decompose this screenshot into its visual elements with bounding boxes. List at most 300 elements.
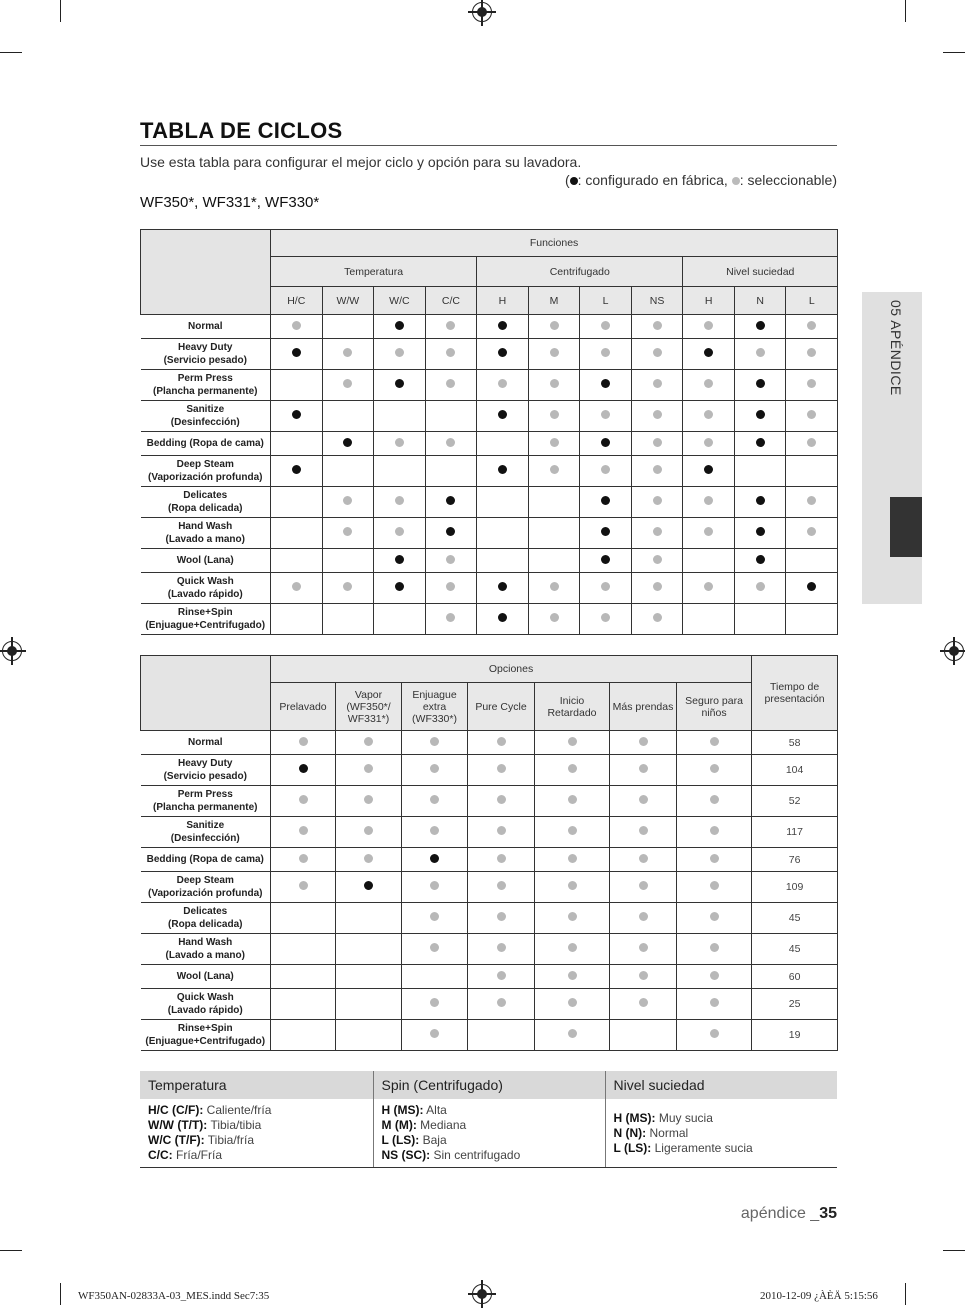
temperature-header: Temperatura xyxy=(271,257,477,287)
selectable-dot-icon xyxy=(568,737,577,746)
table-cell xyxy=(734,573,786,604)
selectable-dot-icon xyxy=(343,496,352,505)
selectable-dot-icon xyxy=(364,826,373,835)
column-header: Pure Cycle xyxy=(468,683,535,731)
table-cell xyxy=(734,604,786,635)
cycle-label xyxy=(141,518,271,549)
selectable-dot-icon xyxy=(639,881,648,890)
table-cell xyxy=(336,934,402,965)
selectable-dot-icon xyxy=(364,764,373,773)
table-cell xyxy=(322,401,374,432)
selectable-dot-icon xyxy=(732,177,740,185)
selectable-dot-icon xyxy=(601,613,610,622)
title-divider xyxy=(140,145,837,146)
table-cell xyxy=(734,549,786,573)
selectable-dot-icon xyxy=(299,854,308,863)
selectable-dot-icon xyxy=(568,1029,577,1038)
table-cell xyxy=(528,487,580,518)
table-cell xyxy=(631,573,683,604)
table-row xyxy=(141,1020,838,1051)
factory-dot-icon xyxy=(756,438,765,447)
selectable-dot-icon xyxy=(550,348,559,357)
selectable-dot-icon xyxy=(704,410,713,419)
options-table xyxy=(140,655,838,1051)
table-cell xyxy=(535,989,610,1020)
table-row xyxy=(141,401,838,432)
table-cell xyxy=(535,1020,610,1051)
crop-mark xyxy=(0,1250,22,1251)
table-cell xyxy=(402,1020,468,1051)
table-cell xyxy=(580,401,632,432)
column-header: Seguro para niños xyxy=(677,683,752,731)
selectable-dot-icon xyxy=(395,527,404,536)
spin-header: Centrifugado xyxy=(477,257,683,287)
table-row xyxy=(141,903,838,934)
table-cell xyxy=(271,817,336,848)
factory-dot-icon xyxy=(498,321,507,330)
table-cell xyxy=(271,1020,336,1051)
table-cell xyxy=(336,965,402,989)
selectable-dot-icon xyxy=(568,826,577,835)
selectable-dot-icon xyxy=(653,348,662,357)
cycle-name: Heavy Duty xyxy=(178,758,233,769)
table-cell xyxy=(271,573,323,604)
selectable-dot-icon xyxy=(497,826,506,835)
table-cell xyxy=(425,339,477,370)
selectable-dot-icon xyxy=(364,795,373,804)
table-cell xyxy=(322,604,374,635)
selectable-dot-icon xyxy=(292,582,301,591)
factory-dot-icon xyxy=(807,582,816,591)
factory-dot-icon xyxy=(756,379,765,388)
table-cell xyxy=(734,432,786,456)
cycle-time: 109 xyxy=(752,872,838,903)
cycle-time: 52 xyxy=(752,786,838,817)
selectable-dot-icon xyxy=(710,795,719,804)
selectable-dot-icon xyxy=(550,582,559,591)
selectable-dot-icon xyxy=(497,881,506,890)
cycle-label xyxy=(141,315,271,339)
legend-value: Tibia/tibia xyxy=(210,1118,262,1132)
table-cell xyxy=(336,903,402,934)
table-cell xyxy=(631,401,683,432)
table-cell xyxy=(677,872,752,903)
registration-mark-icon xyxy=(2,641,22,661)
selectable-dot-icon xyxy=(292,321,301,330)
table-cell xyxy=(425,432,477,456)
selectable-dot-icon xyxy=(807,496,816,505)
selectable-dot-icon xyxy=(497,795,506,804)
cycle-time: 104 xyxy=(752,755,838,786)
legend-value: Sin centrifugado xyxy=(433,1148,521,1162)
factory-dot-icon xyxy=(498,348,507,357)
legend-key: H (MS): xyxy=(381,1103,424,1117)
table-cell xyxy=(374,573,426,604)
legend-key: L (LS): xyxy=(381,1133,420,1147)
model-list: WF350*, WF331*, WF330* xyxy=(140,194,320,211)
table-cell xyxy=(271,518,323,549)
selectable-dot-icon xyxy=(550,465,559,474)
cycle-name-es: (Desinfección) xyxy=(170,833,240,844)
intro-text: Use esta tabla para configurar el mejor ciclo y opción para su lavadora. xyxy=(140,154,582,170)
time-header: Tiempo de presentación xyxy=(752,656,838,731)
table-row xyxy=(141,573,838,604)
legend-value: Muy sucia xyxy=(658,1110,713,1125)
selectable-dot-icon xyxy=(653,582,662,591)
selectable-dot-icon xyxy=(710,881,719,890)
legend-value: Ligeramente sucia xyxy=(654,1140,753,1155)
column-header: Más prendas xyxy=(610,683,677,731)
legend-key: C/C: xyxy=(148,1148,173,1162)
registration-mark-icon xyxy=(472,1284,492,1304)
dot-legend xyxy=(565,172,837,188)
table-cell xyxy=(271,370,323,401)
crop-mark xyxy=(943,52,965,53)
selectable-dot-icon xyxy=(299,795,308,804)
table-cell xyxy=(683,315,735,339)
selectable-dot-icon xyxy=(343,527,352,536)
cycle-time: 58 xyxy=(752,731,838,755)
table-cell xyxy=(528,573,580,604)
cycle-name: Deep Steam xyxy=(176,875,234,886)
selectable-dot-icon xyxy=(550,410,559,419)
selectable-dot-icon xyxy=(446,555,455,564)
table-cell xyxy=(631,339,683,370)
factory-dot-icon xyxy=(343,438,352,447)
selectable-dot-icon xyxy=(430,912,439,921)
legend-value: Mediana xyxy=(420,1118,467,1132)
table-cell xyxy=(683,573,735,604)
page-number-value: 35 xyxy=(819,1205,837,1222)
table-cell xyxy=(477,487,529,518)
table-cell xyxy=(271,432,323,456)
selectable-dot-icon xyxy=(710,764,719,773)
cycle-name: Quick Wash xyxy=(176,992,234,1003)
selectable-dot-icon xyxy=(639,943,648,952)
legend-value: Fría/Fría xyxy=(176,1148,223,1162)
selectable-dot-icon xyxy=(430,998,439,1007)
table-cell xyxy=(322,432,374,456)
selectable-dot-icon xyxy=(568,764,577,773)
factory-dot-icon xyxy=(498,582,507,591)
cycle-name: Rinse+Spin xyxy=(177,607,233,618)
selectable-dot-icon xyxy=(497,854,506,863)
table-cell xyxy=(336,817,402,848)
factory-dot-icon xyxy=(395,582,404,591)
registration-mark-icon xyxy=(472,2,492,22)
table-cell xyxy=(631,432,683,456)
table-cell xyxy=(468,903,535,934)
table-cell xyxy=(535,903,610,934)
legend-item xyxy=(148,1118,365,1133)
column-header: Prelavado xyxy=(271,683,336,731)
table-cell xyxy=(734,339,786,370)
crop-mark xyxy=(943,1250,965,1251)
table-cell xyxy=(477,604,529,635)
table-cell xyxy=(271,315,323,339)
table-cell xyxy=(683,401,735,432)
cycle-time: 45 xyxy=(752,903,838,934)
cycle-label xyxy=(141,1020,271,1051)
table-cell xyxy=(677,989,752,1020)
table-cell xyxy=(528,432,580,456)
side-tab-label: 05 APÉNDICE xyxy=(888,300,904,396)
table-cell xyxy=(322,370,374,401)
legend-item xyxy=(614,1141,830,1156)
selectable-dot-icon xyxy=(807,438,816,447)
table-cell xyxy=(477,432,529,456)
selectable-dot-icon xyxy=(639,795,648,804)
table-cell xyxy=(322,315,374,339)
legend-value: Alta xyxy=(426,1103,447,1117)
legend-key: W/W (T/T): xyxy=(148,1118,208,1132)
selectable-dot-icon xyxy=(446,613,455,622)
table-cell xyxy=(786,487,838,518)
column-header: Enjuague extra (WF330*) xyxy=(402,683,468,731)
table-cell xyxy=(374,315,426,339)
table-row xyxy=(141,487,838,518)
table-row xyxy=(141,872,838,903)
cycle-name: Delicates xyxy=(183,490,228,501)
table-row xyxy=(141,315,838,339)
selectable-dot-icon xyxy=(601,582,610,591)
cycle-label xyxy=(141,456,271,487)
table-cell xyxy=(610,848,677,872)
cycle-name-es: (Lavado a mano) xyxy=(165,534,245,545)
factory-dot-icon xyxy=(601,555,610,564)
selectable-dot-icon xyxy=(299,737,308,746)
selectable-dot-icon xyxy=(497,764,506,773)
legend-value: Baja xyxy=(422,1133,447,1147)
table-cell xyxy=(425,518,477,549)
table-cell xyxy=(610,934,677,965)
selectable-dot-icon xyxy=(446,379,455,388)
selectable-dot-icon xyxy=(550,438,559,447)
table-cell xyxy=(374,518,426,549)
table-cell xyxy=(322,549,374,573)
cycle-label xyxy=(141,487,271,518)
cycle-name: Sanitize xyxy=(186,404,225,415)
selectable-dot-icon xyxy=(639,998,648,1007)
selectable-dot-icon xyxy=(343,348,352,357)
table-cell xyxy=(425,549,477,573)
table-cell xyxy=(734,456,786,487)
factory-dot-icon xyxy=(601,438,610,447)
cycle-time: 117 xyxy=(752,817,838,848)
crop-mark xyxy=(60,0,61,22)
table-cell xyxy=(402,731,468,755)
table-cell xyxy=(271,339,323,370)
column-header: W/W xyxy=(322,287,374,315)
legend-item xyxy=(148,1133,365,1148)
table-cell xyxy=(336,848,402,872)
column-header: L xyxy=(786,287,838,315)
table-cell xyxy=(271,755,336,786)
table-cell xyxy=(580,487,632,518)
table-cell xyxy=(528,370,580,401)
column-header: H/C xyxy=(271,287,323,315)
factory-dot-icon xyxy=(446,527,455,536)
column-header: C/C xyxy=(425,287,477,315)
cycle-name-es: (Plancha permanente) xyxy=(153,802,258,813)
section-side-tab xyxy=(862,292,922,604)
cycle-label xyxy=(141,549,271,573)
table-cell xyxy=(580,432,632,456)
registration-mark-icon xyxy=(944,641,964,661)
selectable-dot-icon xyxy=(364,737,373,746)
factory-dot-icon xyxy=(446,496,455,505)
table-cell xyxy=(336,1020,402,1051)
table-cell xyxy=(535,848,610,872)
column-header: H xyxy=(477,287,529,315)
cycle-name-es: (Lavado rápido) xyxy=(167,589,243,600)
cycle-name-es: (Ropa delicada) xyxy=(168,503,243,514)
table-cell xyxy=(271,934,336,965)
table-cell xyxy=(425,573,477,604)
cycle-label xyxy=(141,573,271,604)
legend-item xyxy=(382,1148,597,1163)
selectable-dot-icon xyxy=(497,737,506,746)
factory-dot-icon xyxy=(601,496,610,505)
selectable-dot-icon xyxy=(395,496,404,505)
selectable-dot-icon xyxy=(653,410,662,419)
table-cell xyxy=(631,549,683,573)
selectable-dot-icon xyxy=(653,321,662,330)
selectable-dot-icon xyxy=(704,527,713,536)
table-cell xyxy=(580,456,632,487)
selectable-dot-icon xyxy=(653,438,662,447)
cycle-name: Deep Steam xyxy=(176,459,234,470)
functions-table xyxy=(140,229,838,635)
table-cell xyxy=(683,456,735,487)
factory-dot-icon xyxy=(704,348,713,357)
table-cell xyxy=(631,604,683,635)
cycle-label xyxy=(141,432,271,456)
cycle-name: Wool (Lana) xyxy=(176,971,234,982)
table-cell xyxy=(610,731,677,755)
table-cell xyxy=(683,432,735,456)
cycle-label xyxy=(141,786,271,817)
table-cell xyxy=(631,487,683,518)
cycle-time: 25 xyxy=(752,989,838,1020)
factory-dot-icon xyxy=(601,527,610,536)
factory-dot-icon xyxy=(395,321,404,330)
table-cell xyxy=(322,339,374,370)
table-cell xyxy=(734,401,786,432)
table-cell xyxy=(786,370,838,401)
print-date: 2010-12-09 ¿ÀÈÄ 5:15:56 xyxy=(760,1290,878,1302)
cycle-label xyxy=(141,989,271,1020)
table-row xyxy=(141,604,838,635)
table-cell xyxy=(336,731,402,755)
table-cell xyxy=(402,989,468,1020)
cycle-name: Perm Press xyxy=(177,789,233,800)
table-cell xyxy=(271,989,336,1020)
table-cell xyxy=(610,786,677,817)
table-cell xyxy=(374,549,426,573)
selectable-dot-icon xyxy=(430,764,439,773)
table-cell xyxy=(683,339,735,370)
table-cell xyxy=(271,731,336,755)
table-cell xyxy=(580,370,632,401)
table-cell xyxy=(786,315,838,339)
cycle-name-es: (Vaporización profunda) xyxy=(148,472,263,483)
table-cell xyxy=(528,518,580,549)
cycle-name-es: (Servicio pesado) xyxy=(163,355,247,366)
selectable-dot-icon xyxy=(299,881,308,890)
selectable-dot-icon xyxy=(601,410,610,419)
table-cell xyxy=(477,339,529,370)
column-header: H xyxy=(683,287,735,315)
table-cell xyxy=(402,755,468,786)
selectable-dot-icon xyxy=(498,379,507,388)
cycle-name-es: (Lavado rápido) xyxy=(167,1005,243,1016)
table-cell xyxy=(580,573,632,604)
table-cell xyxy=(468,965,535,989)
table-cell xyxy=(477,456,529,487)
factory-dot-icon xyxy=(395,379,404,388)
table-cell xyxy=(477,549,529,573)
factory-dot-icon xyxy=(756,555,765,564)
column-header: L xyxy=(580,287,632,315)
table-cell xyxy=(734,487,786,518)
table-cell xyxy=(610,817,677,848)
cycle-label xyxy=(141,755,271,786)
table-cell xyxy=(271,549,323,573)
cycle-name: Bedding (Ropa de cama) xyxy=(146,438,264,449)
selectable-dot-icon xyxy=(639,912,648,921)
table-cell xyxy=(610,755,677,786)
selectable-dot-icon xyxy=(710,737,719,746)
factory-dot-icon xyxy=(756,410,765,419)
selectable-dot-icon xyxy=(756,348,765,357)
cycle-label xyxy=(141,604,271,635)
table-cell xyxy=(677,786,752,817)
table-cell xyxy=(535,934,610,965)
selectable-dot-icon xyxy=(807,321,816,330)
cycle-label xyxy=(141,934,271,965)
table-cell xyxy=(580,315,632,339)
crop-mark xyxy=(905,0,906,22)
table-cell xyxy=(683,518,735,549)
selectable-dot-icon xyxy=(639,737,648,746)
table-cell xyxy=(631,518,683,549)
table-cell xyxy=(336,989,402,1020)
cycle-name: Wool (Lana) xyxy=(176,555,234,566)
selectable-dot-icon xyxy=(653,465,662,474)
selectable-dot-icon xyxy=(568,998,577,1007)
factory-dot-icon xyxy=(430,854,439,863)
table-cell xyxy=(734,518,786,549)
table-cell xyxy=(336,755,402,786)
table-cell xyxy=(580,604,632,635)
legend-key: M (M): xyxy=(381,1118,417,1132)
cycle-name: Normal xyxy=(188,737,223,748)
table-row xyxy=(141,848,838,872)
column-header: Vapor (WF350*/ WF331*) xyxy=(336,683,402,731)
legend-spin-header: Spin (Centrifugado) xyxy=(373,1071,605,1099)
legend-open-paren: ( xyxy=(564,172,570,188)
table-cell xyxy=(477,573,529,604)
table-cell xyxy=(322,573,374,604)
table-cell xyxy=(535,965,610,989)
legend-item xyxy=(382,1133,597,1148)
table-row xyxy=(141,339,838,370)
cycle-time: 45 xyxy=(752,934,838,965)
selectable-dot-icon xyxy=(568,971,577,980)
table-cell xyxy=(786,456,838,487)
table-cell xyxy=(528,549,580,573)
